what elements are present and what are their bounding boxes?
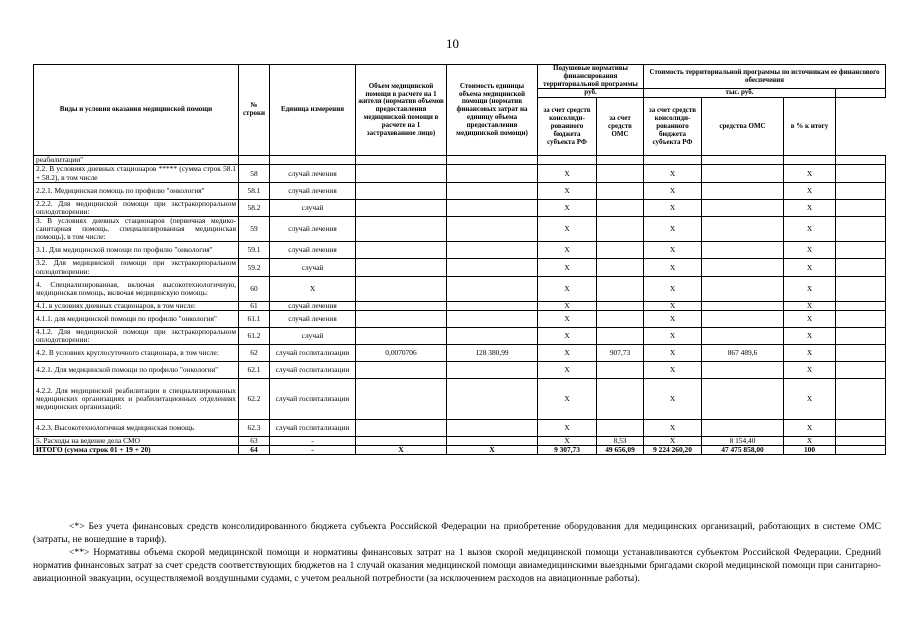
cell-percent: X — [784, 327, 836, 344]
cell-volume — [356, 276, 447, 301]
page-number: 10 — [446, 36, 459, 51]
table-row — [34, 362, 886, 379]
cell-desc: 4.1.1. для медицинской помощи по профилю "онкология" — [34, 310, 239, 327]
cell-desc: 4. Специализированная, включая высокотехнологичную, медицинская помощь, включая медицинскую помощь: — [34, 276, 239, 301]
header-row-no: № строки — [239, 65, 270, 156]
cell-cost — [447, 182, 538, 199]
cell-desc: 5. Расходы на ведение дела СМО — [34, 437, 239, 446]
cell-pc-budget: X — [538, 199, 597, 216]
cell-percent — [784, 156, 836, 165]
cell-cost-budget: X — [644, 420, 702, 437]
cell-percent: X — [784, 379, 836, 420]
cell-no: 59 — [239, 217, 270, 242]
table-row — [34, 345, 886, 362]
cell-unit: случай лечения — [270, 301, 356, 310]
header-per-capita-budget: за счет средств консолиди-рованного бюджета субъекта РФ — [538, 98, 597, 156]
table-row — [34, 165, 886, 182]
cell-desc: реабилитации" — [34, 156, 239, 165]
cell-pc-budget: X — [538, 379, 597, 420]
cell-cost-budget: X — [644, 259, 702, 276]
table-row — [34, 182, 886, 199]
cell-percent: X — [784, 437, 836, 446]
cell-cost: X — [447, 446, 538, 455]
cell-volume — [356, 242, 447, 259]
cell-volume — [356, 379, 447, 420]
cell-pc-oms — [597, 327, 644, 344]
cell-unit: случай госпитализации — [270, 345, 356, 362]
cell-pc-oms — [597, 301, 644, 310]
cell-cost-budget: X — [644, 362, 702, 379]
cell-cost — [447, 217, 538, 242]
table-row — [34, 327, 886, 344]
cell-cost-budget: X — [644, 327, 702, 344]
cell-pc-oms — [597, 259, 644, 276]
cell-volume — [356, 327, 447, 344]
cell-volume — [356, 217, 447, 242]
cell-unit: случай госпитализации — [270, 362, 356, 379]
cell-cost-oms: 8 154,40 — [702, 437, 784, 446]
cell-cost — [447, 156, 538, 165]
cell-desc: 4.2.1. Для медицинской помощи по профилю "онкология" — [34, 362, 239, 379]
cell-cost-oms — [702, 259, 784, 276]
cell-unit: случай — [270, 327, 356, 344]
cell-percent: X — [784, 301, 836, 310]
cell-no: 62.1 — [239, 362, 270, 379]
cell-cost — [447, 327, 538, 344]
cell-pc-budget: X — [538, 242, 597, 259]
cell-desc: 2.2. В условиях дневных стационаров ***** (сумма строк 58.1 + 58.2), в том числе — [34, 165, 239, 182]
header-cost-percent: в % к итогу — [784, 98, 836, 156]
cell-cost-oms — [702, 379, 784, 420]
cell-volume — [356, 301, 447, 310]
header-rub: руб. — [538, 89, 644, 98]
cell-pc-budget: X — [538, 310, 597, 327]
cell-no: 61.1 — [239, 310, 270, 327]
cell-desc: 4.2. В условиях круглосуточного стационара, в том числе: — [34, 345, 239, 362]
cell-no: 62 — [239, 345, 270, 362]
table-body — [34, 156, 886, 455]
header-unit: Единица измерения — [270, 65, 356, 156]
cell-pc-budget: X — [538, 259, 597, 276]
cell-pc-budget — [538, 156, 597, 165]
cell-unit: случай лечения — [270, 182, 356, 199]
cell-no: 61 — [239, 301, 270, 310]
cell-cost-budget: 9 224 260,20 — [644, 446, 702, 455]
cell-pc-budget: X — [538, 345, 597, 362]
cell-no: 61.2 — [239, 327, 270, 344]
cell-pc-oms — [597, 217, 644, 242]
cell-volume — [356, 199, 447, 216]
cell-cost — [447, 199, 538, 216]
cell-pc-budget: X — [538, 362, 597, 379]
cell-unit: - — [270, 437, 356, 446]
cell-cost-oms — [702, 182, 784, 199]
cell-cost-oms: 47 475 858,00 — [702, 446, 784, 455]
cell-pc-oms — [597, 199, 644, 216]
cell-percent: X — [784, 420, 836, 437]
cell-cost-budget: X — [644, 345, 702, 362]
cell-no: 63 — [239, 437, 270, 446]
cell-unit: случай госпитализации — [270, 420, 356, 437]
cell-cost — [447, 276, 538, 301]
cell-unit: X — [270, 276, 356, 301]
cell-cost — [447, 301, 538, 310]
cell-cost-budget: X — [644, 182, 702, 199]
cell-cost: 128 380,99 — [447, 345, 538, 362]
cell-pc-oms — [597, 242, 644, 259]
cell-cost-oms: 867 489,6 — [702, 345, 784, 362]
cell-cost-oms — [702, 276, 784, 301]
cell-no: 59.1 — [239, 242, 270, 259]
cell-cost-oms — [702, 156, 784, 165]
cell-desc: 4.1.2. Для медицинской помощи при экстракорпоральном оплодотворении: — [34, 327, 239, 344]
table-row — [34, 379, 886, 420]
cell-cost-budget: X — [644, 276, 702, 301]
cell-volume — [356, 156, 447, 165]
cell-unit: случай лечения — [270, 165, 356, 182]
cell-cost — [447, 362, 538, 379]
cell-percent: X — [784, 165, 836, 182]
cell-no: 59.2 — [239, 259, 270, 276]
cell-cost-budget: X — [644, 199, 702, 216]
cell-pc-oms — [597, 420, 644, 437]
cell-percent: X — [784, 259, 836, 276]
financing-table — [33, 64, 886, 455]
header-thousand-rub: тыс. руб. — [644, 89, 836, 98]
table-row — [34, 420, 886, 437]
cell-pc-budget: X — [538, 165, 597, 182]
cell-unit: случай лечения — [270, 310, 356, 327]
cell-cost — [447, 379, 538, 420]
cell-desc: 3.2. Для медицинской помощи при экстракорпоральном оплодотворении: — [34, 259, 239, 276]
cell-cost-oms — [702, 217, 784, 242]
footnote-1 — [33, 520, 881, 546]
cell-percent: X — [784, 217, 836, 242]
cell-cost — [447, 420, 538, 437]
cell-no: 60 — [239, 276, 270, 301]
cell-percent: X — [784, 362, 836, 379]
cell-no: 64 — [239, 446, 270, 455]
cell-percent: X — [784, 310, 836, 327]
table-row — [34, 259, 886, 276]
header-volume: Объем медицинской помощи в расчете на 1 жителя (норматив объемов предоставления медицинской помощи в расчете на 1 застрахованное лицо) — [356, 65, 447, 156]
header-cost: Стоимость единицы объема медицинской помощи (норматив финансовых затрат на единицу объема предоставления медицинской помощи) — [447, 65, 538, 156]
footnote-2 — [33, 546, 881, 585]
header-kinds: Виды и условия оказания медицинской помощи — [34, 65, 239, 156]
footnote-1-text: <*> Без учета финансовых средств консолидированного бюджета субъекта Российской Федерации на приобретение оборудования для медицинских организаций, работающих в системе ОМС (затраты, не вошедшие в тариф). — [33, 521, 881, 545]
table-row — [34, 310, 886, 327]
cell-pc-budget: X — [538, 276, 597, 301]
cell-unit: случай лечения — [270, 217, 356, 242]
cell-volume: 0,0070706 — [356, 345, 447, 362]
cell-pc-oms — [597, 276, 644, 301]
cell-volume — [356, 165, 447, 182]
header-cost-budget: за счет средств консолиди-рованного бюджета субъекта РФ — [644, 98, 702, 156]
cell-percent: X — [784, 199, 836, 216]
cell-volume — [356, 310, 447, 327]
cell-cost-budget: X — [644, 165, 702, 182]
table-total-row — [34, 446, 886, 455]
cell-pc-oms — [597, 182, 644, 199]
cell-cost-budget: X — [644, 437, 702, 446]
cell-cost-oms — [702, 242, 784, 259]
cell-unit: случай — [270, 199, 356, 216]
cell-cost — [447, 259, 538, 276]
cell-percent: 100 — [784, 446, 836, 455]
cell-unit: случай — [270, 259, 356, 276]
cell-cost-budget: X — [644, 310, 702, 327]
cell-pc-budget: X — [538, 420, 597, 437]
cell-cost-oms — [702, 199, 784, 216]
cell-volume — [356, 362, 447, 379]
cell-pc-oms — [597, 362, 644, 379]
cell-unit — [270, 156, 356, 165]
cell-percent: X — [784, 242, 836, 259]
cell-desc: 2.2.2. Для медицинской помощи при экстракорпоральном оплодотворении: — [34, 199, 239, 216]
cell-no: 62.3 — [239, 420, 270, 437]
cell-desc: 3. В условиях дневных стационаров (первичная медико-санитарная помощь, специализированная медицинская помощь), в том числе: — [34, 217, 239, 242]
cell-cost-budget — [644, 156, 702, 165]
cell-pc-oms — [597, 379, 644, 420]
cell-pc-oms: 907,73 — [597, 345, 644, 362]
cell-cost-oms — [702, 165, 784, 182]
cell-volume — [356, 259, 447, 276]
cell-cost-oms — [702, 362, 784, 379]
cell-cost-budget: X — [644, 301, 702, 310]
table-row — [34, 199, 886, 216]
table-row — [34, 301, 886, 310]
cell-no: 62.2 — [239, 379, 270, 420]
header-empty — [836, 89, 886, 98]
cell-cost-oms — [702, 420, 784, 437]
cell-pc-oms: 49 656,09 — [597, 446, 644, 455]
cell-desc: 4.2.2. Для медицинской реабилитации в специализированных медицинских организациях и реабилитационных отделениях медицинских организаций: — [34, 379, 239, 420]
cell-pc-budget: X — [538, 327, 597, 344]
cell-volume — [356, 420, 447, 437]
cell-pc-oms — [597, 156, 644, 165]
table-header — [34, 65, 886, 156]
cell-pc-budget: X — [538, 437, 597, 446]
cell-no: 58 — [239, 165, 270, 182]
cell-cost — [447, 242, 538, 259]
cell-no: 58.2 — [239, 199, 270, 216]
cell-cost-budget: X — [644, 217, 702, 242]
cell-percent: X — [784, 276, 836, 301]
cell-unit: случай госпитализации — [270, 379, 356, 420]
cell-unit: - — [270, 446, 356, 455]
cell-no: 58.1 — [239, 182, 270, 199]
cell-cost — [447, 310, 538, 327]
cell-pc-oms — [597, 165, 644, 182]
cell-pc-budget: X — [538, 182, 597, 199]
cell-no — [239, 156, 270, 165]
cell-pc-budget: 9 307,73 — [538, 446, 597, 455]
cell-cost-budget: X — [644, 379, 702, 420]
cell-pc-oms — [597, 310, 644, 327]
cell-cost-oms — [702, 301, 784, 310]
header-cost-oms: средства ОМС — [702, 98, 784, 156]
cell-volume: X — [356, 446, 447, 455]
header-per-capita-group: Подушевые нормативы финансирования территориальной программы — [538, 65, 644, 89]
cell-volume — [356, 182, 447, 199]
cell-cost-oms — [702, 310, 784, 327]
cell-pc-budget: X — [538, 217, 597, 242]
cell-unit: случай лечения — [270, 242, 356, 259]
table-row — [34, 276, 886, 301]
cell-cost-oms — [702, 327, 784, 344]
header-per-capita-oms: за счет средств ОМС — [597, 98, 644, 156]
header-cost-group: Стоимость территориальной программы по источникам ее финансового обеспечения — [644, 65, 886, 89]
cell-percent: X — [784, 182, 836, 199]
footnote-2-text: <**> Нормативы объема скорой медицинской помощи и нормативы финансовых затрат на 1 вызов скорой медицинской помощи устанавливаются субъектом Российской Федерации. Средний норматив финансовых затрат за счет средств соответствующих бюджетов на 1 случай оказания медицинской помощи авиамедицинскими выездными бригадами скорой медицинской помощи при санитарно-авиационной эвакуации, осуществляемой воздушными судами, с учетом реальной потребности (за исключением расходов на авиационные работы). — [33, 547, 881, 584]
table-row — [34, 217, 886, 242]
cell-percent: X — [784, 345, 836, 362]
cell-pc-budget: X — [538, 301, 597, 310]
cell-pc-oms: 8,53 — [597, 437, 644, 446]
cell-cost-budget: X — [644, 242, 702, 259]
cell-desc: 4.2.3. Высокотехнологичная медицинская помощь — [34, 420, 239, 437]
cell-cost — [447, 165, 538, 182]
table-row — [34, 242, 886, 259]
cell-desc: ИТОГО (сумма строк 01 + 19 + 20) — [34, 446, 239, 455]
cell-desc: 4.1. в условиях дневных стационаров, в том числе: — [34, 301, 239, 310]
cell-desc: 2.2.1. Медицинская помощь по профилю "онкология" — [34, 182, 239, 199]
cell-desc: 3.1. Для медицинской помощи по профилю "онкология" — [34, 242, 239, 259]
